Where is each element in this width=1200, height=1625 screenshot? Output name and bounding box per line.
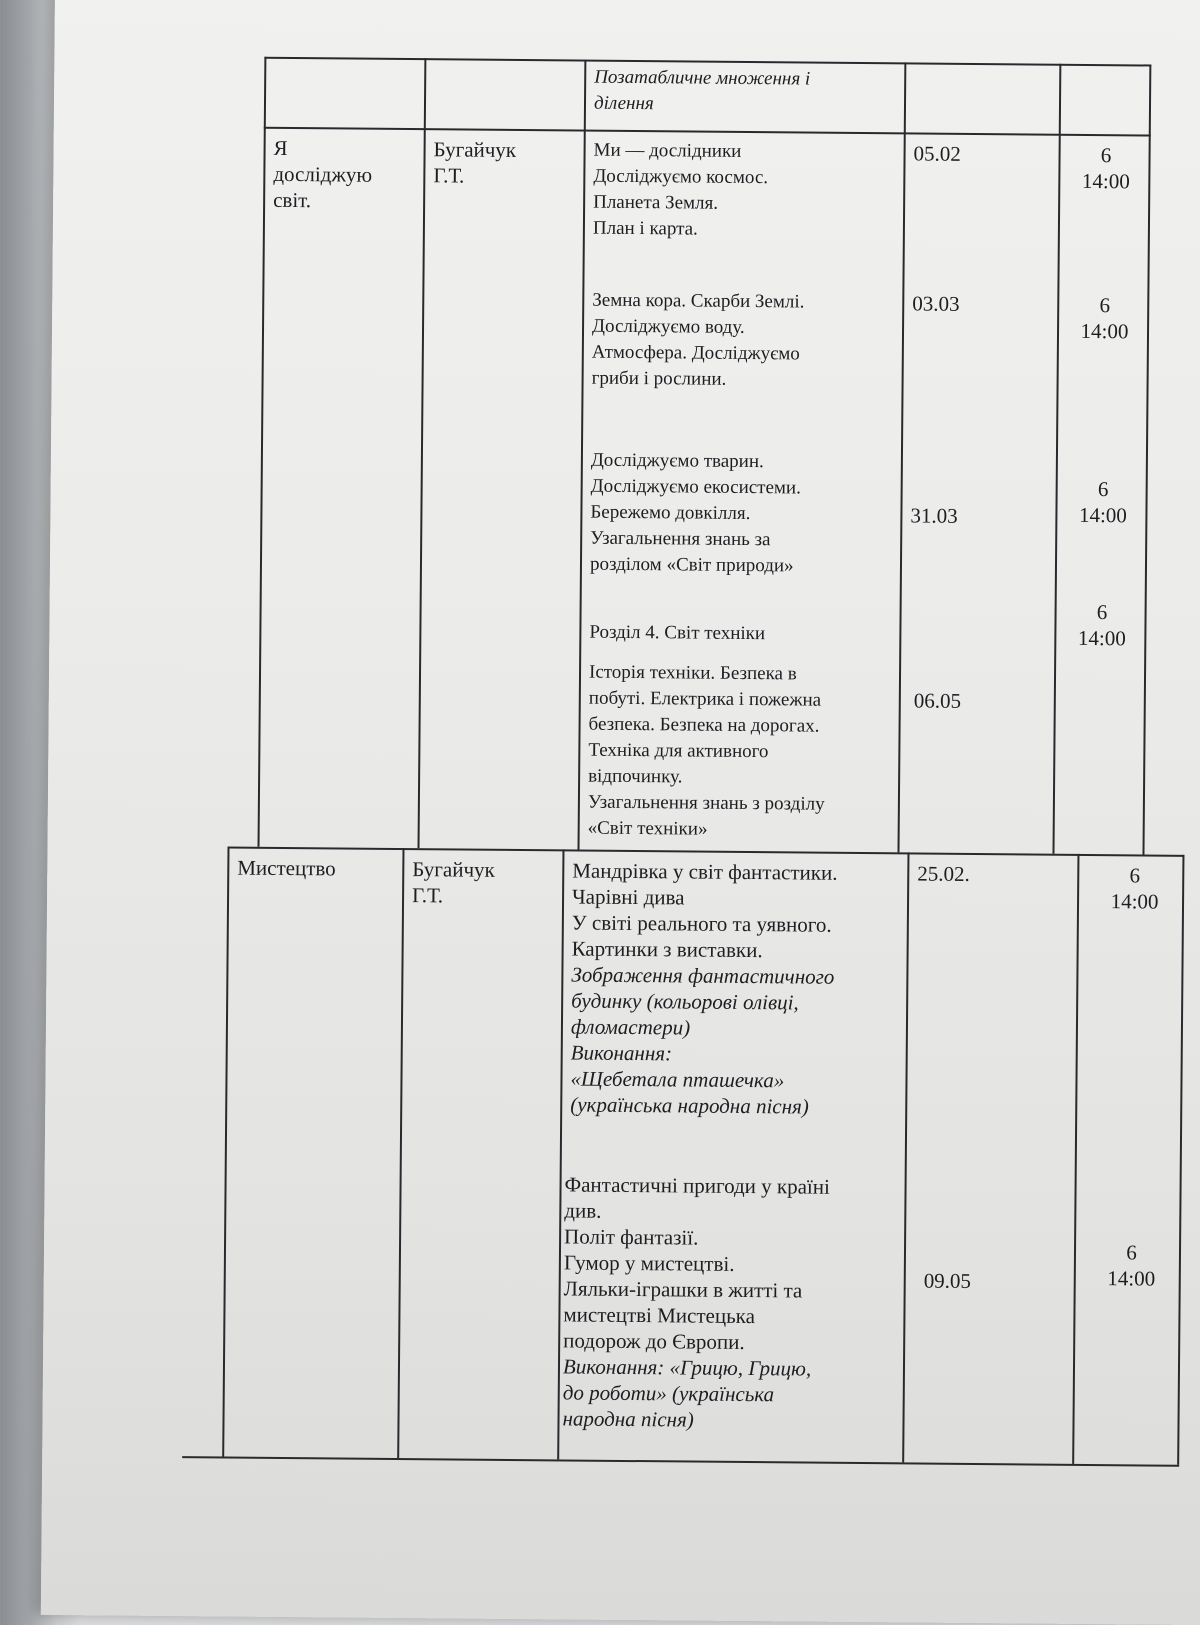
topic-cell: Досліджуємо тварин. Досліджуємо екосистеми. Бережемо довкілля. Узагальнення знань за розділом «Світ природи»: [589, 449, 801, 577]
time-cell: 6 14:00: [1078, 477, 1127, 528]
time-cell: 6 14:00: [1081, 143, 1130, 194]
table-border-bottom: [182, 1456, 1179, 1467]
teacher-cell: Бугайчук Г.Т.: [433, 137, 517, 188]
topic-cell: Земна кора. Скарби Землі. Досліджуємо воду. Атмосфера. Досліджуємо гриби і рослини.: [591, 289, 805, 390]
time-cell: 6 14:00: [1110, 863, 1159, 914]
table-border-left: [258, 57, 267, 847]
topic-cell: Історія техніки. Безпека в побуті. Електрика і пожежна безпека. Безпека на дорогах. Техніка для активного відпочинку. Узагальнення знань з розділу «Світ техніки»: [587, 661, 825, 840]
subject-cell: Я досліджую світ.: [273, 135, 373, 213]
column-divider: [397, 848, 404, 1458]
column-divider: [418, 58, 427, 848]
date-cell: 05.02: [913, 141, 961, 166]
subject-cell: Мистецтво: [237, 855, 336, 881]
column-divider: [1052, 64, 1061, 854]
topic-cell: Мандрівка у світ фантастики. Чарівні дива У світі реального та уявного. Картинки з виставки.: [571, 858, 838, 963]
column-divider: [577, 60, 586, 850]
section-heading: Розділ 4. Світ техніки: [589, 621, 766, 645]
topic-italic-cell: Виконання: «Грицю, Грицю, до роботи» (українська народна пісня): [562, 1354, 812, 1432]
time-cell: 6 14:00: [1080, 293, 1129, 344]
teacher-cell: Бугайчук Г.Т.: [411, 857, 495, 908]
paper-sheet: [41, 0, 1200, 1625]
table-border-left: [222, 846, 229, 1456]
time-cell: 6 14:00: [1107, 1240, 1156, 1291]
table-border-right: [1177, 855, 1184, 1465]
topic-cell: Фантастичні пригоди у країні див. Політ фантазії. Гумор у мистецтві. Ляльки-іграшки в житті та мистецтві Мистецька подорож до Європи.: [563, 1172, 831, 1355]
column-divider: [897, 62, 906, 852]
topic-cell: Позатабличне множення і ділення: [593, 66, 811, 115]
date-cell: 06.05: [913, 688, 962, 713]
topic-italic-cell: Зображення фантастичного будинку (кольорові олівці, фломастери) Виконання: «Щебетала пташечка» (українська народна пісня): [570, 962, 835, 1119]
date-cell: 03.03: [912, 291, 960, 316]
date-cell: 31.03: [910, 503, 958, 528]
topic-cell: Ми — дослідники Досліджуємо космос. Планета Земля. План і карта.: [592, 139, 769, 240]
column-divider: [1072, 854, 1079, 1464]
time-cell: 6 14:00: [1077, 600, 1126, 651]
date-cell: 25.02.: [917, 861, 970, 886]
schedule-table: [192, 56, 1200, 1495]
column-divider: [902, 852, 909, 1462]
date-cell: 09.05: [923, 1268, 972, 1293]
